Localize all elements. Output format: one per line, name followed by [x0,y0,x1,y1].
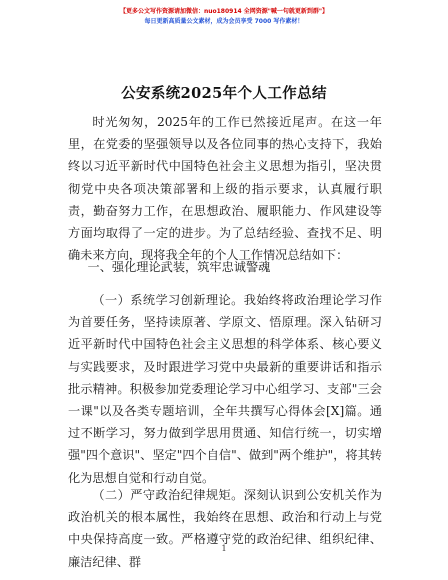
item-1-paragraph: （一）系统学习创新理论。我始终将政治理论学习作为首要任务，坚持读原著、学原文、悟原理。深入钻研习近平新时代中国特色社会主义思想的科学体系、核心要义与实践要求，及时跟进学习党中央最新的重要讲话和指示批示精神。积极参加党委理论学习中心组学习、支部"三会一课"以及各类专题培训，全年共撰写心得体会[X]篇。通过不断学习，努力做到学思用贯通、知信行统一，切实增强"四个意识"、坚定"四个自信"、做到"两个维护"，将其转化为思想自觉和行动自觉。 [68,293,382,485]
item-2-paragraph: （二）严守政治纪律规矩。深刻认识到公安机关作为政治机关的根本属性，我始终在思想、政治和行动上与党中央保持高度一致。严格遵守党的政治纪律、组织纪律、廉洁纪律、群 [68,488,382,569]
intro-paragraph: 时光匆匆，2025年的工作已然接近尾声。在这一年里，在党委的坚强领导以及各位同事的热心支持下，我始终以习近平新时代中国特色社会主义思想为指引，坚决贯彻党中央各项决策部署和上级的指示要求，认真履行职责，勤奋努力工作，在思想政治、履职能力、作风建设等方面均取得了一定的进步。为了总结经验、查找不足、明确未来方向，现将我全年的个人工作情况总结如下： [68,115,382,263]
banner-line-contact: 【更多公文写作资源请加微信：nuo180914 全网资源"喊一句就更新到群"】 [119,8,329,15]
document-title: 公安系统2025年个人工作总结 [121,85,327,102]
page-number: 1 [221,544,227,553]
promo-banner [0,7,448,27]
section-heading-1: 一、强化理论武装，筑牢忠诚警魂 [87,260,271,274]
banner-line-membership: 每日更新高质量公文素材，成为会员享受 7000 写作素材！ [144,18,304,25]
